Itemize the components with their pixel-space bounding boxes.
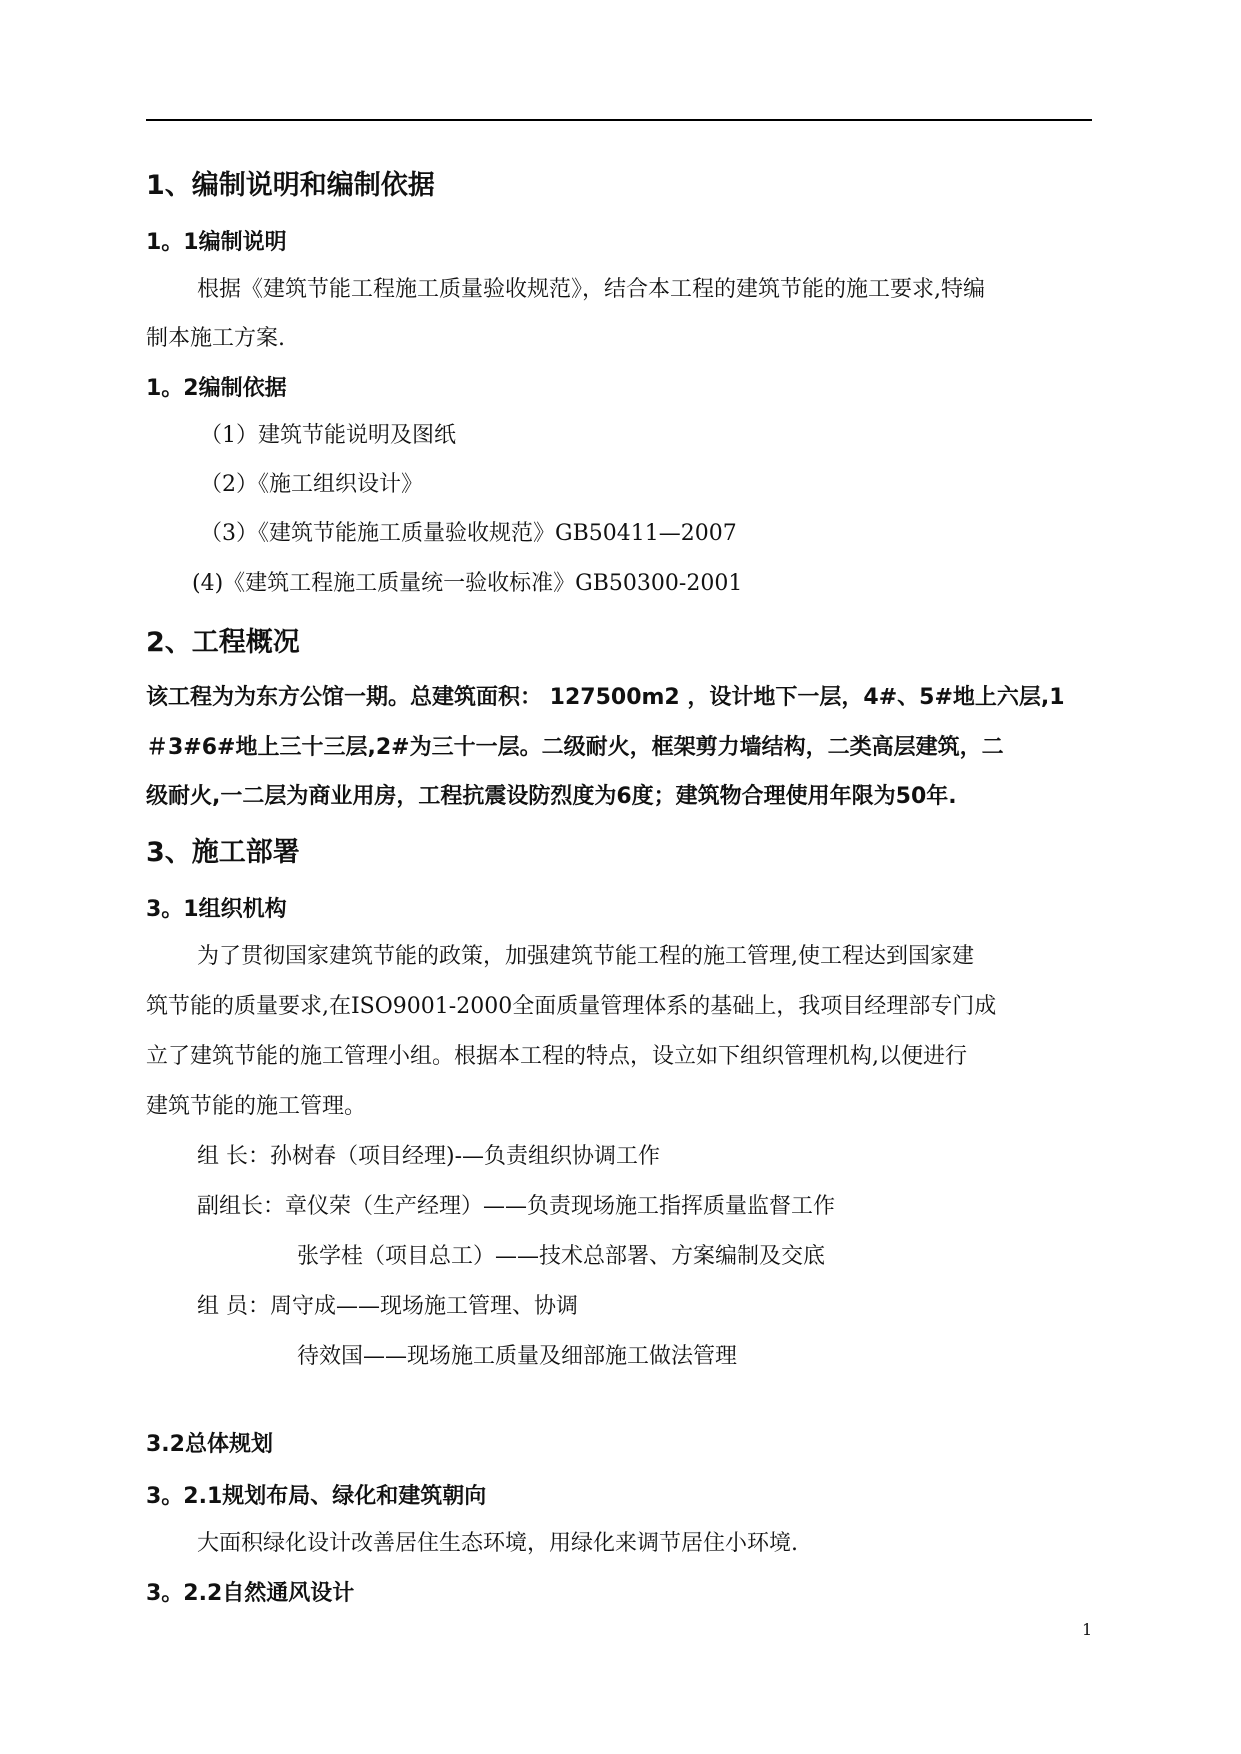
paragraph-line: 立了建筑节能的施工管理小组。根据本工程的特点，设立如下组织管理机构,以便进行 <box>146 1044 967 1069</box>
section-heading-1: 1、编制说明和编制依据 <box>146 170 435 201</box>
list-item: （2）《施工组织设计》 <box>200 472 423 497</box>
section-heading-3: 3、施工部署 <box>146 837 300 868</box>
overview-line: ＃3#6#地上三十三层,2#为三十一层。二级耐火，框架剪力墙结构，二类高层建筑，二 <box>146 735 1004 760</box>
overview-line: 该工程为为东方公馆一期。总建筑面积： 127500m2 ，设计地下一层，4#、5#地上六层,1 <box>146 685 1065 710</box>
subsection-heading-1-2: 1。2编制依据 <box>146 376 287 401</box>
org-member-line: 组 员：周守成——现场施工管理、协调 <box>197 1294 578 1319</box>
list-item: (4)《建筑工程施工质量统一验收标准》GB50300-2001 <box>192 571 743 596</box>
subsection-heading-3-2: 3.2总体规划 <box>146 1432 273 1457</box>
paragraph-line: 筑节能的质量要求,在ISO9001-2000全面质量管理体系的基础上，我项目经理部专门成 <box>146 994 997 1019</box>
list-item: （1）建筑节能说明及图纸 <box>200 423 456 448</box>
page-number: 1 <box>1082 1620 1093 1639</box>
list-item: （3）《建筑节能施工质量验收规范》GB50411—2007 <box>200 521 737 546</box>
paragraph-line: 建筑节能的施工管理。 <box>146 1094 367 1119</box>
subsection-heading-3-1: 3。1组织机构 <box>146 897 287 922</box>
org-member-line: 组 长：孙树春（项目经理)-—负责组织协调工作 <box>197 1144 661 1169</box>
subsection-heading-3-2-1: 3。2.1规划布局、绿化和建筑朝向 <box>146 1484 487 1509</box>
paragraph-line: 根据《建筑节能工程施工质量验收规范》，结合本工程的建筑节能的施工要求,特编 <box>197 277 985 302</box>
paragraph-line: 为了贯彻国家建筑节能的政策，加强建筑节能工程的施工管理,使工程达到国家建 <box>197 944 974 969</box>
org-member-line: 副组长：章仪荣（生产经理）——负责现场施工指挥质量监督工作 <box>197 1194 836 1219</box>
subsection-heading-1-1: 1。1编制说明 <box>146 230 287 255</box>
subsection-heading-3-2-2: 3。2.2自然通风设计 <box>146 1581 355 1606</box>
org-member-line: 待效国——现场施工质量及细部施工做法管理 <box>297 1344 738 1369</box>
paragraph-line: 制本施工方案. <box>146 326 285 351</box>
section-heading-2: 2、工程概况 <box>146 627 300 658</box>
header-rule <box>146 119 1092 121</box>
overview-line: 级耐火,一二层为商业用房，工程抗震设防烈度为6度；建筑物合理使用年限为50年. <box>146 784 957 809</box>
org-member-line: 张学桂（项目总工）——技术总部署、方案编制及交底 <box>297 1244 826 1269</box>
paragraph-line: 大面积绿化设计改善居住生态环境，用绿化来调节居住小环境. <box>197 1531 798 1556</box>
